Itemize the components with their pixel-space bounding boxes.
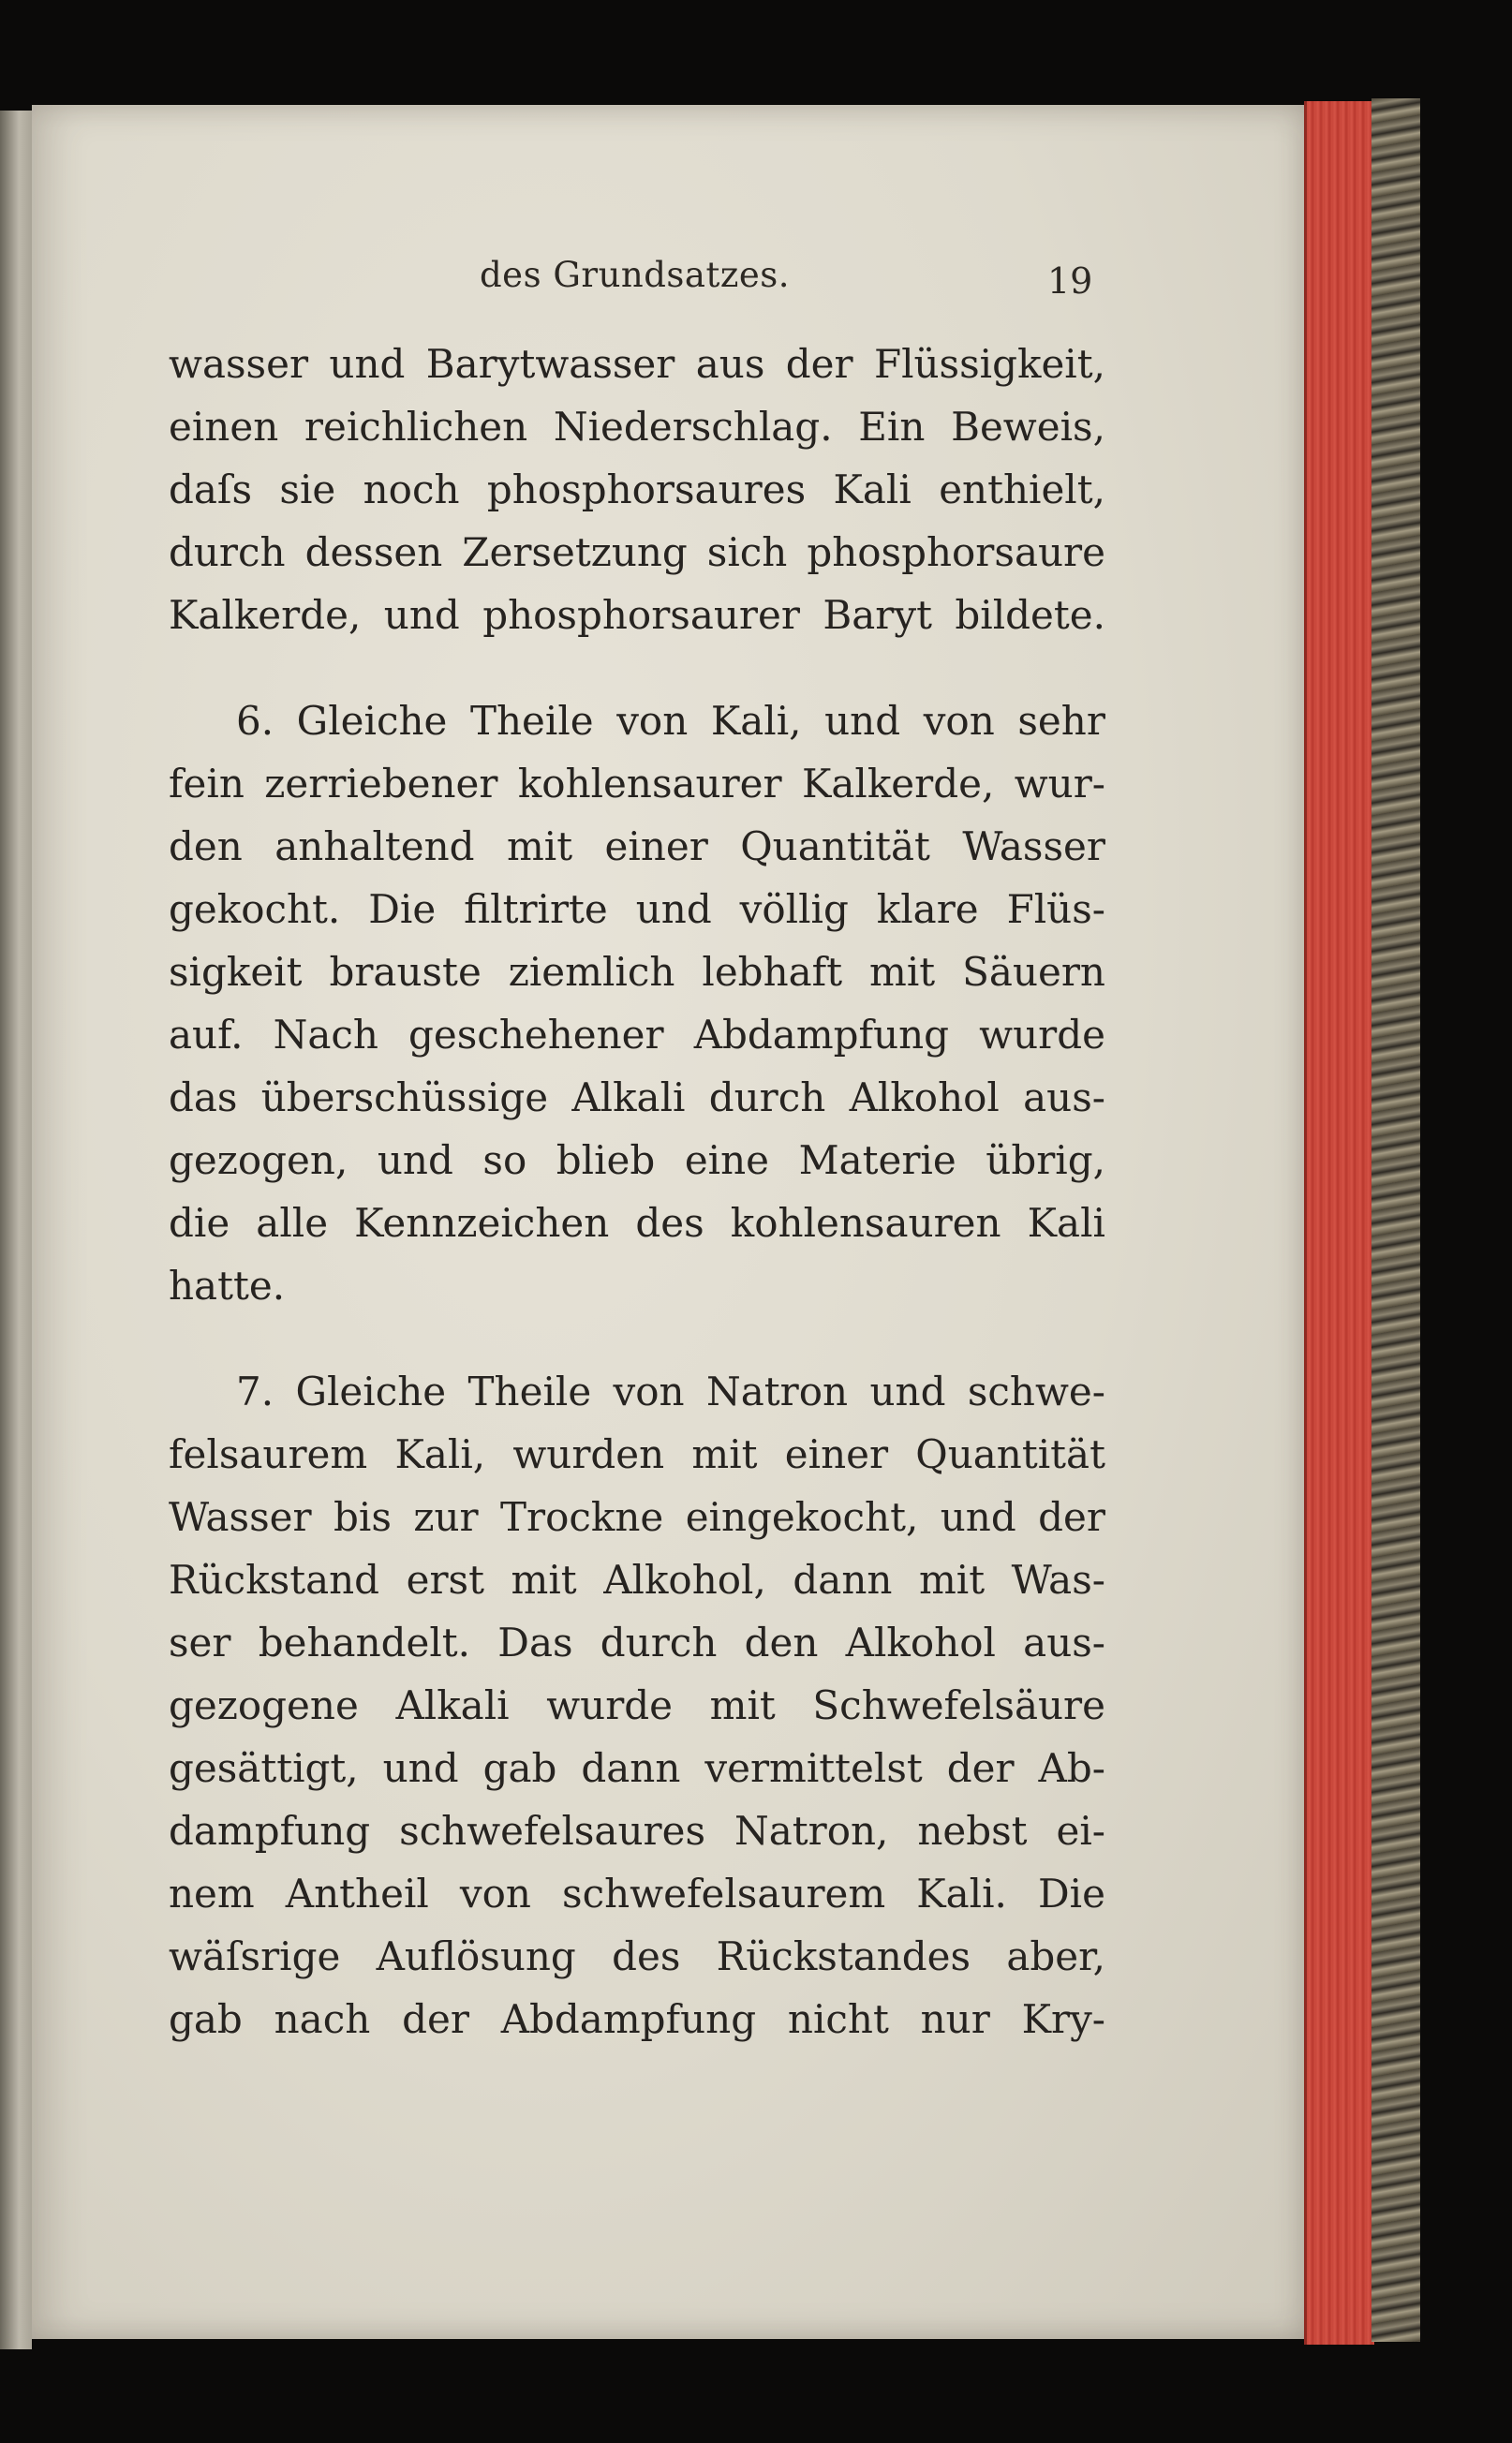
word: den [744, 1620, 819, 1666]
text-line [169, 1988, 1105, 2051]
word: Die [1037, 1871, 1105, 1917]
word: Säuern [962, 949, 1105, 995]
text-line [169, 584, 1105, 646]
paragraph [169, 1360, 1105, 2051]
word: aber, [1006, 1933, 1105, 1979]
word: Auflösung [376, 1933, 576, 1979]
word: Kalkerde, [802, 761, 995, 807]
word: Abdampfung [693, 1012, 950, 1058]
word: den [169, 823, 243, 869]
word: Gleiche [296, 698, 448, 744]
word: und [824, 698, 901, 744]
word: dessen [304, 529, 443, 575]
word: Kali, [394, 1431, 486, 1477]
word: 7. [236, 1369, 274, 1414]
word: bis [334, 1494, 392, 1540]
word: phosphorsaurer [482, 592, 800, 638]
word: geschehener [408, 1012, 664, 1058]
word: durch [600, 1620, 718, 1666]
word: Kali [1027, 1200, 1105, 1246]
word: des [635, 1200, 704, 1246]
word: Barytwasser [425, 341, 675, 387]
word: schwefelsaurem [562, 1871, 886, 1917]
word: Zersetzung [462, 529, 688, 575]
word: Quantität [915, 1431, 1105, 1477]
word: aus- [1023, 1620, 1105, 1666]
word: eingekocht, [685, 1494, 919, 1540]
word: dann [793, 1557, 893, 1603]
running-head: des Grundsatzes. [480, 255, 790, 295]
word: nem [169, 1871, 255, 1917]
word: von [613, 1369, 685, 1414]
text-line [169, 1737, 1105, 1799]
text-line [169, 333, 1105, 395]
text-line [169, 1862, 1105, 1925]
word: zur [413, 1494, 479, 1540]
facing-page-edge [0, 111, 32, 2349]
text-line [169, 1799, 1105, 1862]
paragraph-gap [169, 1317, 1105, 1360]
paragraph [169, 333, 1105, 646]
word: Niederschlag. [553, 404, 833, 450]
word: gezogen, [169, 1137, 348, 1183]
word: Nach [273, 1012, 378, 1058]
word: einen [169, 404, 279, 450]
word: Was- [1011, 1557, 1105, 1603]
word: Wasser [962, 823, 1105, 869]
text-line [169, 752, 1105, 815]
word: Abdampfung [500, 1996, 757, 2042]
word: Kali. [916, 1871, 1007, 1917]
word: Alkohol [845, 1620, 996, 1666]
word: Rückstandes [716, 1933, 971, 1979]
text-line [169, 1192, 1105, 1254]
text-line [169, 1611, 1105, 1674]
word: von [923, 698, 995, 744]
text-line [169, 1360, 1105, 1423]
word: aus- [1023, 1074, 1105, 1120]
word: mit [691, 1431, 758, 1477]
text-line [169, 1674, 1105, 1737]
word: phosphorsaures [486, 466, 807, 512]
word: bildete. [955, 592, 1105, 638]
word: blieb [556, 1137, 656, 1183]
word: Beweis, [951, 404, 1105, 450]
word: wurde [979, 1012, 1105, 1058]
word: einer [784, 1431, 889, 1477]
text-line [169, 395, 1105, 458]
word: mit [511, 1557, 577, 1603]
word: und [635, 886, 712, 932]
word: auf. [169, 1012, 244, 1058]
word: reichlichen [304, 404, 528, 450]
word: der [946, 1745, 1015, 1791]
word: ser [169, 1620, 231, 1666]
word: mit [918, 1557, 986, 1603]
word: Kennzeichen [354, 1200, 610, 1246]
word: die [169, 1200, 230, 1246]
word: behandelt. [258, 1620, 471, 1666]
word: gekocht. [169, 886, 341, 932]
word: hatte. [169, 1263, 286, 1309]
word: Natron [706, 1369, 849, 1414]
word: Gleiche [295, 1369, 447, 1414]
word: und [382, 1745, 459, 1791]
body-text [169, 333, 1105, 2051]
word: wasser [169, 341, 309, 387]
word: kohlensaurer [517, 761, 782, 807]
word: Die [368, 886, 437, 932]
word: von [459, 1871, 531, 1917]
text-line [169, 1003, 1105, 1066]
word: felsaurem [169, 1431, 368, 1477]
word: fein [169, 761, 245, 807]
word: einer [604, 823, 708, 869]
word: eine [684, 1137, 770, 1183]
word: gab [482, 1745, 557, 1791]
text-line [169, 458, 1105, 521]
word: zerriebener [264, 761, 498, 807]
word: Flüssigkeit, [873, 341, 1105, 387]
word: klare [876, 886, 979, 932]
word: Alkali [395, 1682, 510, 1728]
word: sich [706, 529, 788, 575]
word: Kali, [710, 698, 802, 744]
word: durch [169, 529, 286, 575]
paragraph [169, 689, 1105, 1317]
word: so [482, 1137, 527, 1183]
word: brauste [329, 949, 482, 995]
word: sigkeit [169, 949, 303, 995]
text-line [169, 689, 1105, 752]
word: Alkohol, [603, 1557, 766, 1603]
word: Materie [798, 1137, 956, 1183]
word: enthielt, [939, 466, 1105, 512]
word: von [616, 698, 689, 744]
marbled-cover-edge [1371, 98, 1420, 2342]
text-line [169, 1129, 1105, 1192]
word: nur [920, 1996, 990, 2042]
word: überschüssige [260, 1074, 549, 1120]
word: Kali [833, 466, 912, 512]
word: Theile [469, 698, 594, 744]
word: Baryt [823, 592, 932, 638]
word: nach [274, 1996, 371, 2042]
word: vermittelst [704, 1745, 923, 1791]
word: Wasser [169, 1494, 312, 1540]
word: nebst [917, 1808, 1028, 1854]
word: Kalkerde, [169, 592, 362, 638]
word: phosphorsaure [807, 529, 1105, 575]
word: und [383, 592, 460, 638]
text-line [169, 1254, 1105, 1317]
word: wur- [1014, 761, 1105, 807]
word: Trockne [500, 1494, 664, 1540]
word: ei- [1056, 1808, 1105, 1854]
word: Flüs- [1006, 886, 1105, 932]
word: Alkali [571, 1074, 686, 1120]
text-line [169, 878, 1105, 940]
word: durch [708, 1074, 826, 1120]
text-line [169, 940, 1105, 1003]
word: Antheil [285, 1871, 429, 1917]
word: kohlensauren [730, 1200, 1001, 1246]
word: Rückstand [169, 1557, 380, 1603]
word: Das [497, 1620, 573, 1666]
word: und [377, 1137, 453, 1183]
word: filtrirte [464, 886, 608, 932]
word: 6. [236, 698, 274, 744]
word: und [869, 1369, 946, 1414]
word: Alkohol [849, 1074, 1000, 1120]
page-number: 19 [1047, 260, 1093, 302]
word: Quantität [740, 823, 930, 869]
red-page-edges [1304, 101, 1374, 2345]
word: dann [581, 1745, 681, 1791]
word: anhaltend [274, 823, 475, 869]
word: gezogene [169, 1682, 359, 1728]
word: und [329, 341, 406, 387]
word: der [1038, 1494, 1105, 1540]
word: wurden [512, 1431, 665, 1477]
word: alle [256, 1200, 329, 1246]
word: mit [869, 949, 936, 995]
word: das [169, 1074, 238, 1120]
word: dampfung [169, 1808, 371, 1854]
word: sehr [1017, 698, 1105, 744]
word: Schwefelsäure [812, 1682, 1105, 1728]
word: und [940, 1494, 1016, 1540]
text-line [169, 1548, 1105, 1611]
word: daſs [169, 466, 253, 512]
word: Kry- [1021, 1996, 1105, 2042]
word: gesättigt, [169, 1745, 359, 1791]
word: der [785, 341, 853, 387]
word: nicht [787, 1996, 889, 2042]
word: Theile [467, 1369, 592, 1414]
word: erst [406, 1557, 484, 1603]
word: mit [709, 1682, 776, 1728]
word: völlig [739, 886, 849, 932]
text-line [169, 1066, 1105, 1129]
word: der [402, 1996, 469, 2042]
word: wurde [546, 1682, 674, 1728]
word: noch [363, 466, 460, 512]
word: Ab- [1038, 1745, 1105, 1791]
word: übrig, [986, 1137, 1105, 1183]
paragraph-gap [169, 646, 1105, 689]
word: gab [169, 1996, 243, 2042]
word: aus [695, 341, 765, 387]
word: Ein [858, 404, 926, 450]
word: schwefelsaures [399, 1808, 706, 1854]
word: schwe- [967, 1369, 1105, 1414]
word: lebhaft [702, 949, 843, 995]
text-line [169, 1925, 1105, 1988]
word: wäſsrige [169, 1933, 341, 1979]
text-line [169, 521, 1105, 584]
word: des [612, 1933, 681, 1979]
text-line [169, 815, 1105, 878]
text-line [169, 1486, 1105, 1548]
word: sie [279, 466, 336, 512]
word: ziemlich [508, 949, 675, 995]
word: mit [506, 823, 573, 869]
text-line [169, 1423, 1105, 1486]
word: Natron, [734, 1808, 889, 1854]
